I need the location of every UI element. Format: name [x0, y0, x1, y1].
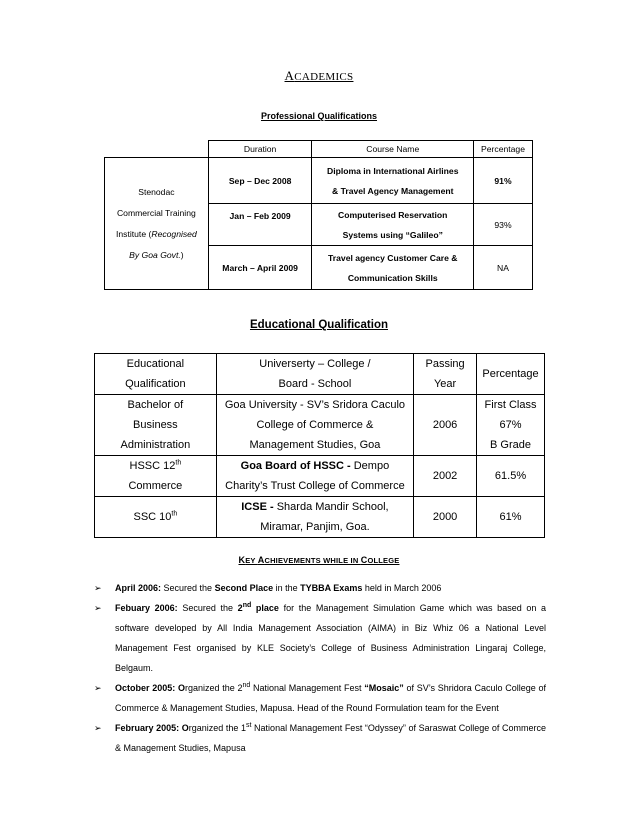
- education-heading: Educational Qualification: [249, 319, 389, 331]
- qualification-cell: SSC 10th: [95, 497, 217, 538]
- education-header-row: [95, 354, 545, 395]
- arrow-bullet-icon: ➢: [94, 683, 102, 693]
- year-header: Passing Year: [414, 354, 477, 395]
- list-item: ➢ February 2005: Organized the 1st National Management Fest “Odyssey” of Saraswat College of Commerce & Management Studies, Mapusa: [94, 718, 546, 758]
- arrow-bullet-icon: ➢: [94, 603, 102, 613]
- professional-header-row: [105, 141, 533, 158]
- achievements-heading: KEY ACHIEVEMENTS WHILE IN COLLEGE: [238, 555, 400, 565]
- course-cell: Diploma in International Airlines & Travel Agency Management: [312, 158, 474, 204]
- year-cell: 2000: [414, 497, 477, 538]
- institute-cell: Stenodac Commercial Training Institute (Recognised By Goa Govt.): [105, 158, 209, 290]
- percentage-cell: 61.5%: [477, 456, 545, 497]
- duration-cell: Jan – Feb 2009: [208, 204, 312, 246]
- arrow-bullet-icon: ➢: [94, 723, 102, 733]
- duration-cell: Sep – Dec 2008: [208, 158, 312, 204]
- education-table: [94, 353, 545, 538]
- university-header: Universerty – College / Board - School: [216, 354, 413, 395]
- table-row: [95, 497, 545, 538]
- course-cell: Computerised Reservation Systems using “Galileo”: [312, 204, 474, 246]
- arrow-bullet-icon: ➢: [94, 583, 102, 593]
- percentage-cell: 61%: [477, 497, 545, 538]
- table-row: [95, 395, 545, 456]
- page-title: ACADEMICS: [284, 68, 354, 83]
- university-cell: Goa University - SV’s Sridora Caculo College of Commerce & Management Studies, Goa: [216, 395, 413, 456]
- duration-header: Duration: [208, 141, 312, 158]
- list-item: ➢ October 2005: Organized the 2nd National Management Fest “Mosaic” of SV’s Shridora Caculo College of Commerce & Management Studies, Mapusa. Head of the Round Formulation team for the Event: [94, 678, 546, 718]
- percentage-cell: 93%: [474, 204, 533, 246]
- course-cell: Travel agency Customer Care & Communication Skills: [312, 246, 474, 290]
- table-row: [105, 158, 533, 204]
- course-header: Course Name: [312, 141, 474, 158]
- year-cell: 2006: [414, 395, 477, 456]
- percentage-header: Percentage: [474, 141, 533, 158]
- year-cell: 2002: [414, 456, 477, 497]
- list-item: ➢ April 2006: Secured the Second Place in the TYBBA Exams held in March 2006: [94, 578, 546, 598]
- university-cell: ICSE - Sharda Mandir School, Miramar, Panjim, Goa.: [216, 497, 413, 538]
- table-row: [95, 456, 545, 497]
- percentage-header: Percentage: [477, 354, 545, 395]
- percentage-cell: First Class 67% B Grade: [477, 395, 545, 456]
- percentage-cell: 91%: [474, 158, 533, 204]
- qualification-cell: Bachelor of Business Administration: [95, 395, 217, 456]
- duration-cell: March – April 2009: [208, 246, 312, 290]
- achievements-list: [94, 578, 546, 758]
- list-item: ➢ Febuary 2006: Secured the 2nd place for the Management Simulation Game which was based on a software developed by All India Management Association (AIMA) in Biz Whiz 06 a National Level Management Fest organised by KLE Society’s College of Business Administration Lingaraj College, Belgaum.: [94, 598, 546, 678]
- percentage-cell: NA: [474, 246, 533, 290]
- professional-table: [104, 140, 533, 290]
- university-cell: Goa Board of HSSC - Dempo Charity’s Trust College of Commerce: [216, 456, 413, 497]
- qualification-header: Educational Qualification: [95, 354, 217, 395]
- professional-heading: Professional Qualifications: [260, 111, 378, 121]
- qualification-cell: HSSC 12th Commerce: [95, 456, 217, 497]
